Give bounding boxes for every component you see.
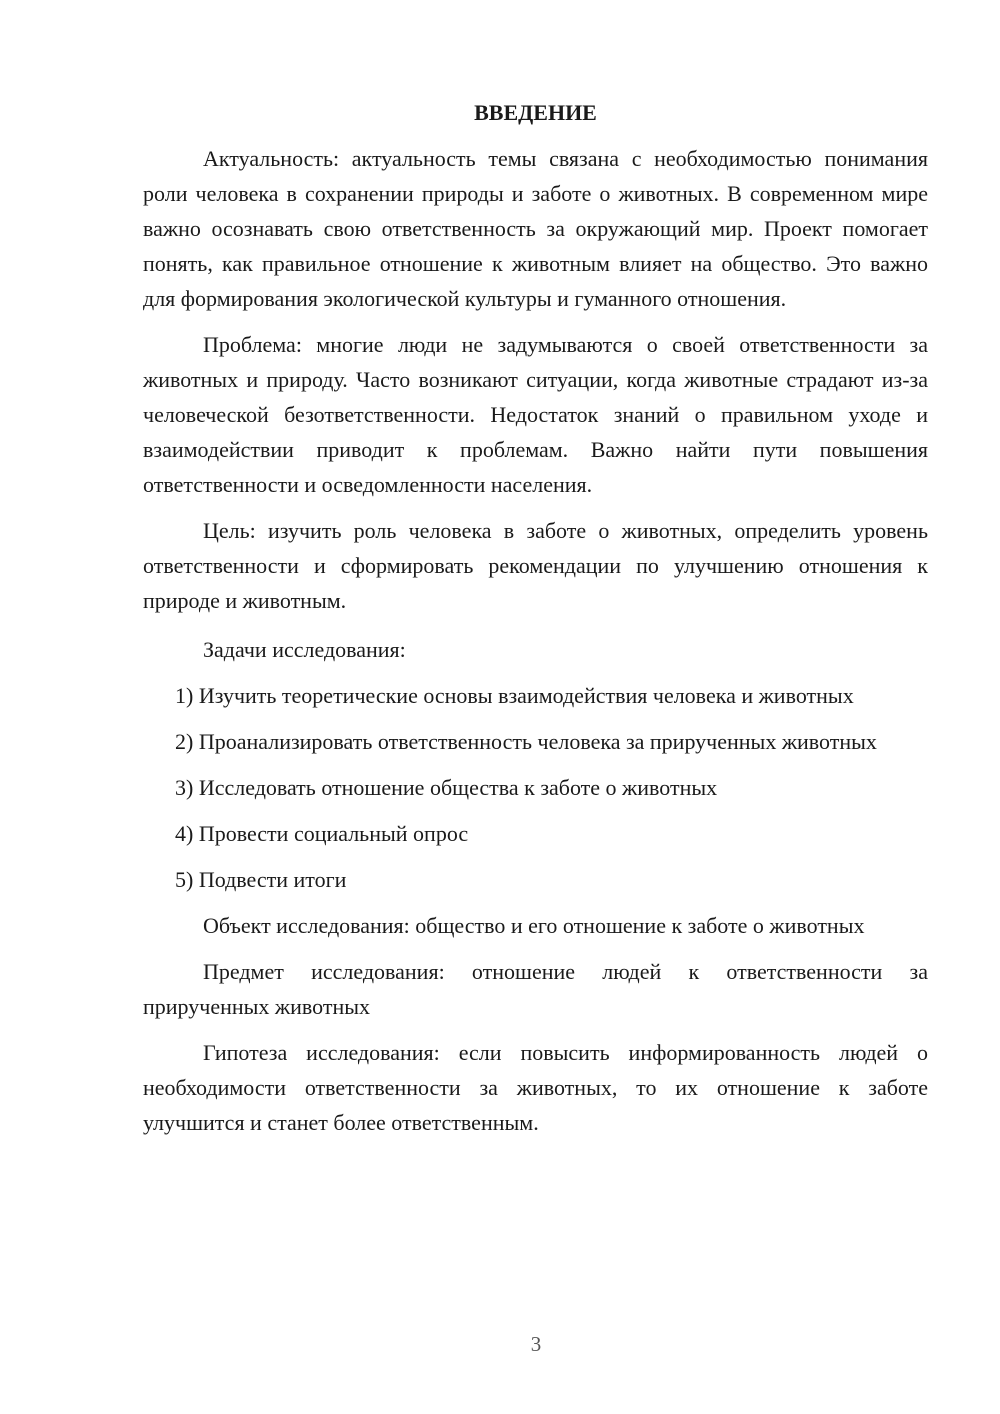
paragraph-object: Объект исследования: общество и его отношение к заботе о животных	[203, 913, 865, 938]
paragraph-subject: Предмет исследования: отношение людей к ответственности за прирученных животных	[143, 959, 928, 1019]
task-item-2: 2) Проанализировать ответственность человека за прирученных животных	[175, 729, 877, 754]
paragraph-problem: Проблема: многие люди не задумываются о своей ответственности за животных и природу. Часто возникают ситуации, когда животные страдают из-за человеческой безответственности. Недостаток знаний о правильном уходе и взаимодействии приводит к проблемам. Важно найти пути повышения ответственности и осведомленности населения.	[143, 332, 928, 497]
page-content	[143, 95, 928, 1151]
section-title: ВВЕДЕНИЕ	[474, 100, 597, 125]
page-number: 3	[530, 1332, 542, 1356]
task-item-4: 4) Провести социальный опрос	[175, 821, 469, 846]
paragraph-relevance: Актуальность: актуальность темы связана с необходимостью понимания роли человека в сохранении природы и заботе о животных. В современном мире важно осознавать свою ответственность за окружающий мир. Проект помогает понять, как правильное отношение к животным влияет на общество. Это важно для формирования экологической культуры и гуманного отношения.	[143, 146, 928, 311]
task-item-1: 1) Изучить теоретические основы взаимодействия человека и животных	[175, 683, 854, 708]
paragraph-goal: Цель: изучить роль человека в заботе о животных, определить уровень ответственности и сформировать рекомендации по улучшению отношения к природе и животным.	[143, 518, 928, 613]
task-item-5: 5) Подвести итоги	[175, 867, 347, 892]
tasks-heading: Задачи исследования:	[203, 637, 406, 662]
task-item-3: 3) Исследовать отношение общества к заботе о животных	[175, 775, 718, 800]
paragraph-hypothesis: Гипотеза исследования: если повысить информированность людей о необходимости ответственности за животных, то их отношение к заботе улучшится и станет более ответственным.	[143, 1040, 928, 1135]
